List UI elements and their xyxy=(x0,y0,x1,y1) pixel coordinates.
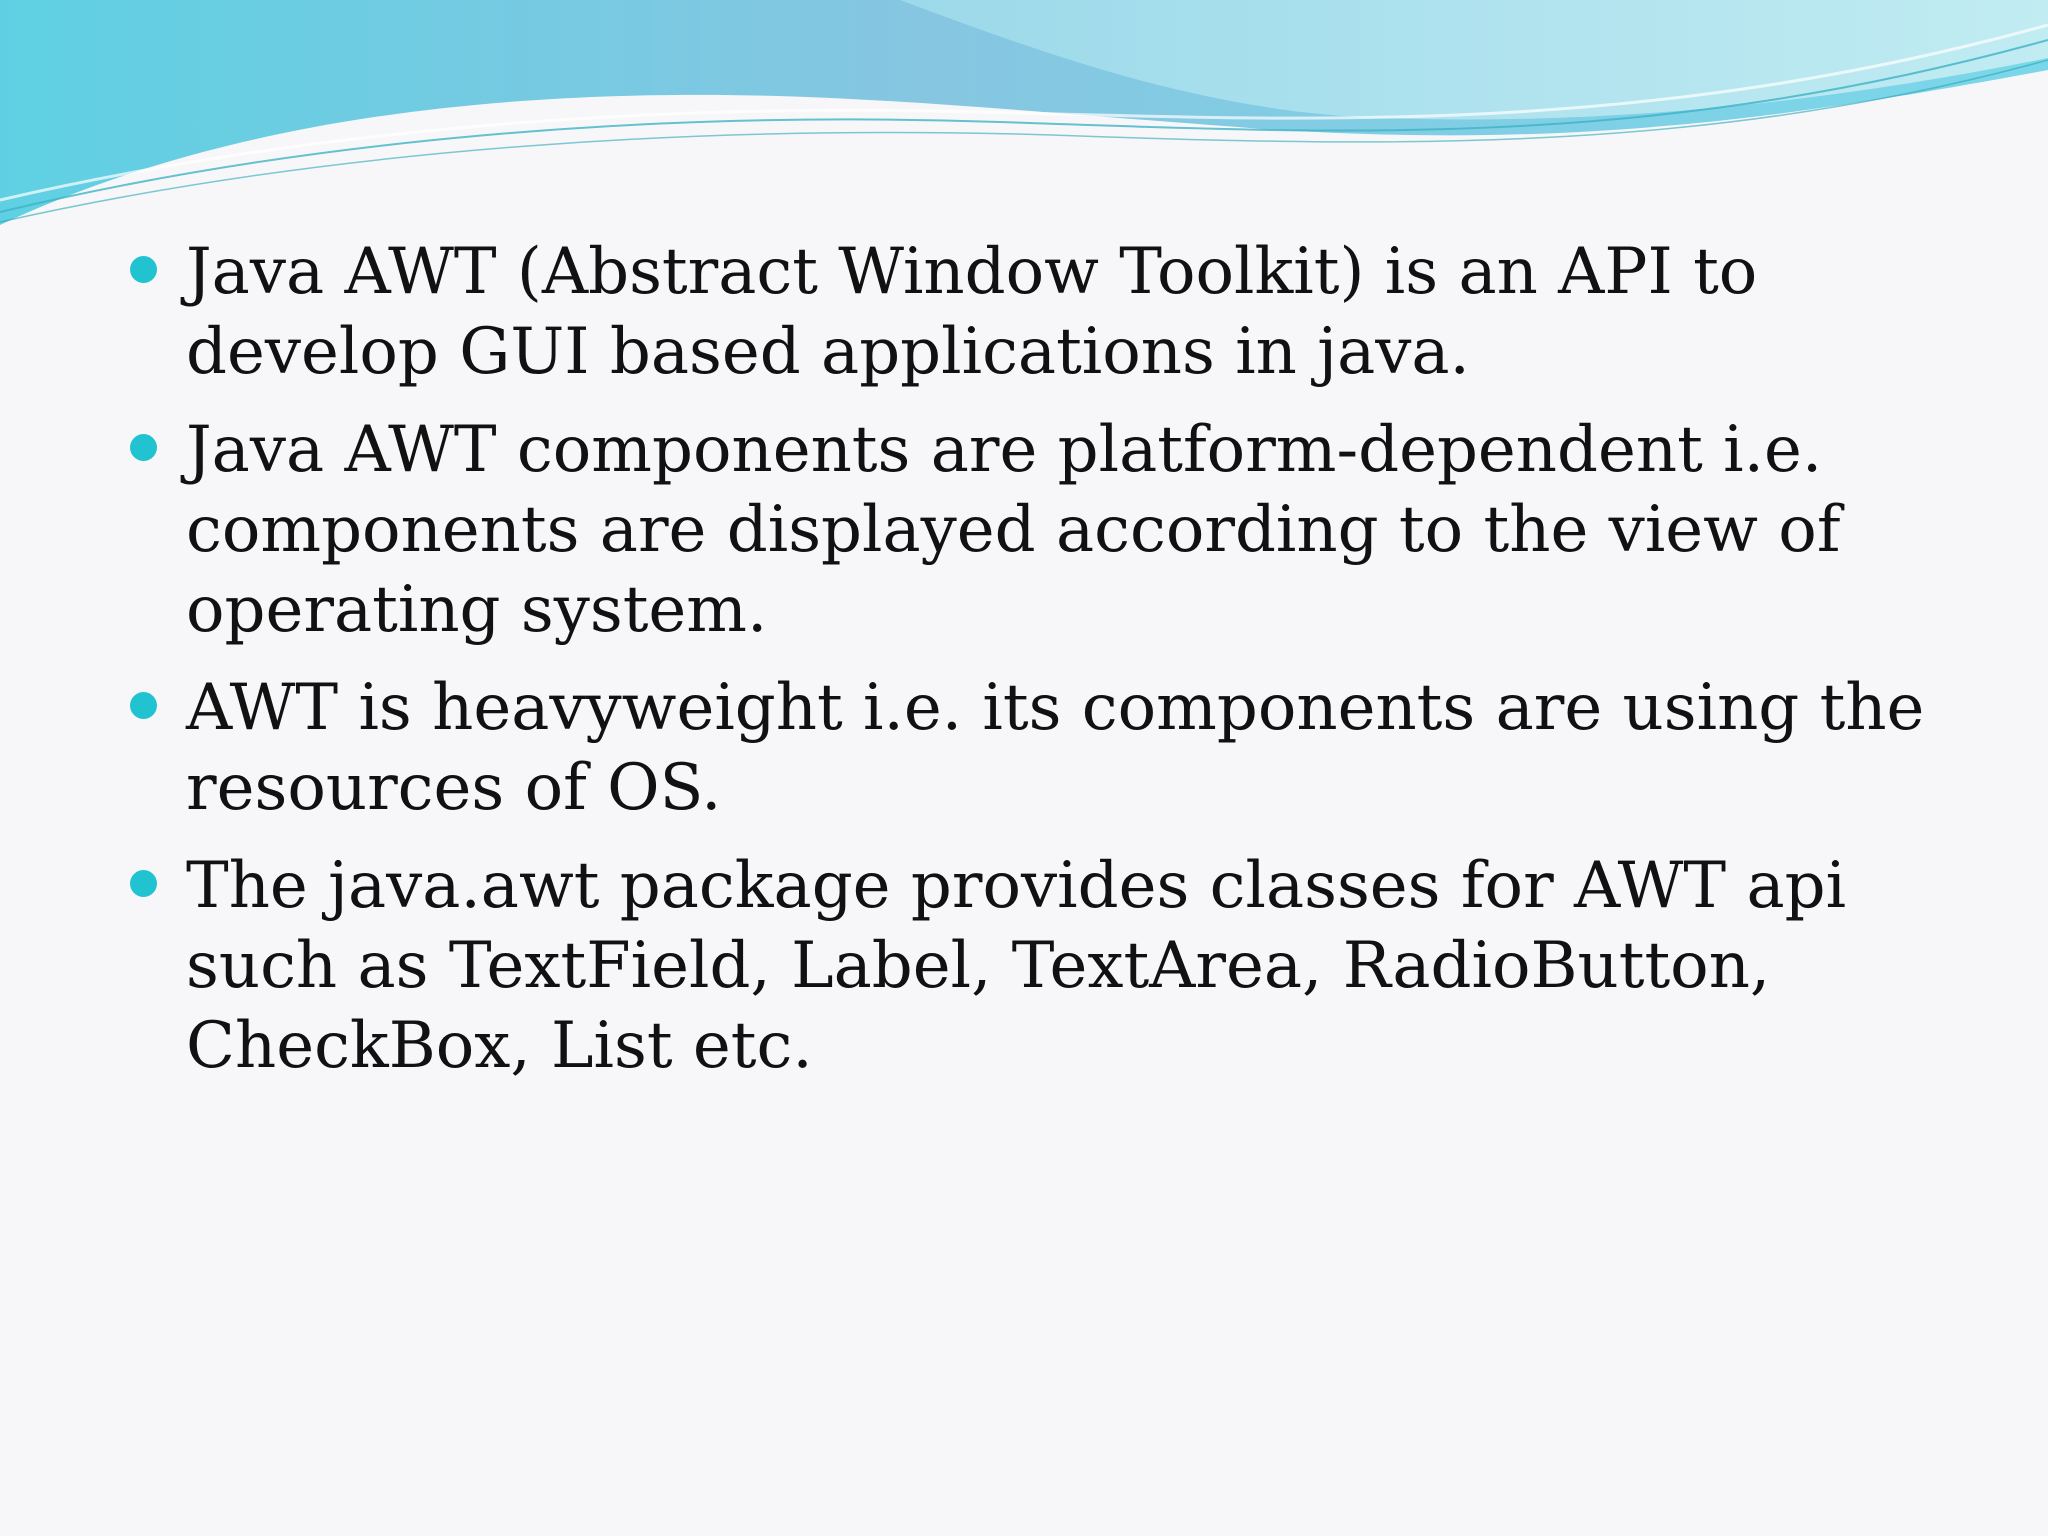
bullet-item xyxy=(130,232,1990,392)
bullet-dot-icon xyxy=(130,434,157,461)
bullet-item xyxy=(130,846,1990,1086)
bullet-dot-icon xyxy=(130,256,157,283)
bullet-text: Java AWT (Abstract Window Toolkit) is an API to develop GUI based applications in java. xyxy=(186,235,1758,389)
bullet-item xyxy=(130,410,1990,650)
bullet-text: The java.awt package provides classes for AWT api such as TextField, Label, TextArea, RadioButton, CheckBox, List etc. xyxy=(186,849,1847,1083)
bullet-item xyxy=(130,668,1990,828)
bullet-text: Java AWT components are platform-dependent i.e. components are displayed according to the view of operating system. xyxy=(186,413,1841,647)
bullet-dot-icon xyxy=(130,692,157,719)
bullet-text: AWT is heavyweight i.e. its components are using the resources of OS. xyxy=(186,671,1925,825)
header-wave-decoration xyxy=(0,0,2048,240)
bullet-dot-icon xyxy=(130,870,157,897)
bullet-list xyxy=(130,232,1990,1104)
